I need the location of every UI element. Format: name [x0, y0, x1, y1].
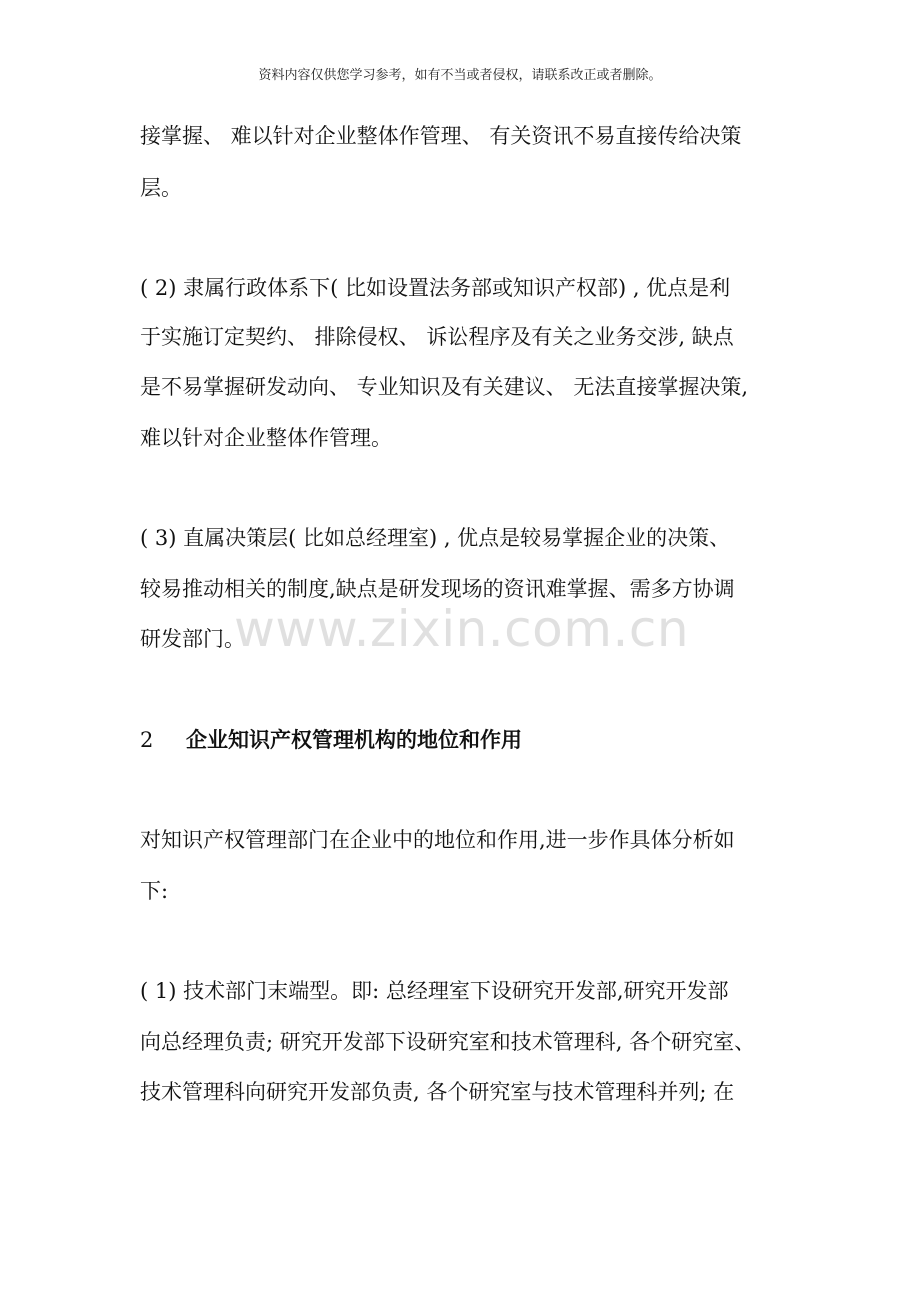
paragraph4-line2: 下:: [140, 879, 169, 903]
paragraph3-line3: 研发部门。: [140, 627, 245, 651]
paragraph5-line1: ( 1) 技术部门末端型。即: 总经理室下设研究开发部,研究开发部: [140, 979, 729, 1003]
paragraph3-line1: ( 3) 直属决策层( 比如总经理室) , 优点是较易掌握企业的决策、: [140, 526, 731, 550]
page-header-disclaimer: 资料内容仅供您学习参考，如有不当或者侵权，请联系改正或者删除。: [258, 68, 662, 83]
section-number: 2: [140, 728, 154, 752]
paragraph2-line2: 于实施订定契约、 排除侵权、 诉讼程序及有关之业务交涉, 缺点: [140, 325, 734, 349]
section-title: 企业知识产权管理机构的地位和作用: [186, 727, 522, 752]
paragraph5-line3: 技术管理科向研究开发部负责, 各个研究室与技术管理科并列; 在: [140, 1080, 735, 1104]
paragraph1-line1: 接掌握、 难以针对企业整体作管理、 有关资讯不易直接传给决策: [140, 124, 742, 148]
paragraph2-line1: ( 2) 隶属行政体系下( 比如设置法务部或知识产权部) , 优点是利: [140, 276, 731, 300]
paragraph5-line2: 向总经理负责; 研究开发部下设研究室和技术管理科, 各个研究室、: [140, 1030, 756, 1054]
paragraph2-line4: 难以针对企业整体作管理。: [140, 426, 392, 450]
paragraph1-line2: 层。: [140, 176, 182, 200]
watermark: www.zixin.com.cn: [234, 600, 690, 658]
paragraph3-line2: 较易推动相关的制度,缺点是研发现场的资讯难掌握、需多方协调: [140, 577, 735, 601]
paragraph4-line1: 对知识产权管理部门在企业中的地位和作用,进一步作具体分析如: [140, 828, 735, 852]
paragraph2-line3: 是不易掌握研发动向、 专业知识及有关建议、 无法直接掌握决策,: [140, 375, 749, 399]
section-heading: [140, 726, 522, 754]
